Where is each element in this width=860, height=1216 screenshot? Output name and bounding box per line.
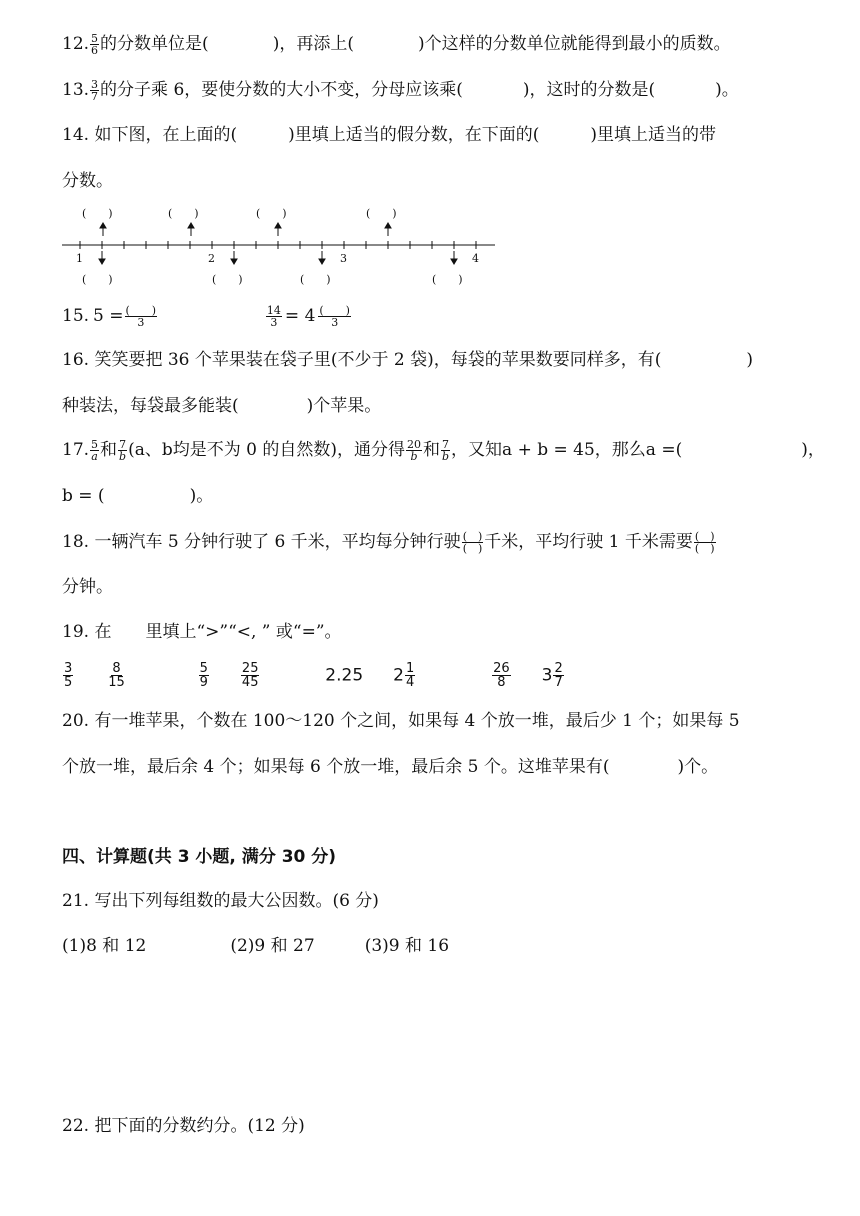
fraction: $\frac{5}{6}$ xyxy=(91,32,99,57)
lower-blank[interactable]: ( ) xyxy=(300,273,331,286)
item: (2)9 和 27 xyxy=(230,936,315,956)
lower-blank[interactable]: ( ) xyxy=(82,273,113,286)
question-17-line2: b = ( )。 xyxy=(62,486,214,506)
fraction: $\frac{3}{7}$ xyxy=(91,78,99,103)
number-line-figure xyxy=(60,200,500,292)
question-15: 15. 5 = $\frac{( )}{3}$ $\frac{14}{3}$ = 4 $\frac{( )}{3}$ xyxy=(62,304,350,329)
item: (1)8 和 12 xyxy=(62,936,147,956)
upper-blank[interactable]: ( ) xyxy=(366,207,397,220)
upper-blank[interactable]: ( ) xyxy=(256,207,287,220)
question-14-line1: 14. 如下图，在上面的( )里填上适当的假分数，在下面的( )里填上适当的带 xyxy=(62,125,716,145)
question-18-line2: 分钟。 xyxy=(62,577,113,597)
question-16-line2: 种装法，每袋最多能装( )个苹果。 xyxy=(62,396,382,416)
question-21-items xyxy=(62,934,449,958)
lower-blank[interactable]: ( ) xyxy=(212,273,243,286)
section-title: 四、计算题(共 3 小题, 满分 30 分) xyxy=(62,847,337,867)
question-16-line1: 16. 笑笑要把 36 个苹果装在袋子里(不少于 2 袋)，每袋的苹果数要同样多，有( ) xyxy=(62,350,754,370)
question-20-line1: 20. 有一堆苹果，个数在 100～120 个之间，如果每 4 个放一堆，最后少 1 个；如果每 5 xyxy=(62,711,740,731)
question-22-title: 22. 把下面的分数约分。(12 分) xyxy=(62,1116,305,1136)
down-arrows xyxy=(99,251,457,264)
question-12: 12. $\frac{5}{6}$ 的分数单位是( )，再添上( )个这样的分数单位就能得到最小的质数。 xyxy=(62,32,731,57)
tick-label: 1 xyxy=(76,252,83,265)
fraction-blank[interactable]: $\frac{( )}{3}$ xyxy=(319,304,350,329)
tick-label: 3 xyxy=(340,252,347,265)
question-21-title: 21. 写出下列每组数的最大公因数。(6 分) xyxy=(62,891,379,911)
question-13: 13. $\frac{3}{7}$ 的分子乘 6，要使分数的大小不变，分母应该乘( )，这时的分数是( )。 xyxy=(62,78,739,103)
fraction-blank[interactable]: $\frac{( )}{( )}$ xyxy=(462,530,483,555)
up-arrows xyxy=(100,223,391,236)
lower-blank[interactable]: ( ) xyxy=(432,273,463,286)
fraction: $\frac{14}{3}$ xyxy=(266,304,281,329)
upper-blank[interactable]: ( ) xyxy=(82,207,113,220)
question-19-comparisons: $\frac{3}{5}$ $\frac{8}{15}$ $\frac{5}{9}$ $\frac{25}{45}$ 2.25 2 $\frac{1}{4}$ $\frac{26}{8}$ 3 $\frac{2}{7}$ xyxy=(64,661,563,690)
question-number: 12. xyxy=(62,34,90,54)
tick-label: 4 xyxy=(472,252,479,265)
question-17: 17. $\frac{5}{a}$ 和 $\frac{7}{b}$ (a、b均是不为 0 的自然数)，通分得 $\frac{20}{b}$ 和 $\frac{7}{b}$ ，又知a + b = 45，那么a =( )， xyxy=(62,438,825,463)
tick-label: 2 xyxy=(208,252,215,265)
fraction-blank[interactable]: $\frac{( )}{3}$ xyxy=(125,304,157,329)
fraction-blank[interactable]: $\frac{( )}{( )}$ xyxy=(694,530,715,555)
question-18: 18. 一辆汽车 5 分钟行驶了 6 千米，平均每分钟行驶 $\frac{( )}{( )}$ 千米，平均行驶 1 千米需要 $\frac{( )}{( )}$ xyxy=(62,530,715,555)
item: (3)9 和 16 xyxy=(364,936,450,956)
question-14-line2: 分数。 xyxy=(62,171,113,191)
question-19: 19. 在 里填上“>”“<, ” 或“=”。 xyxy=(62,622,342,642)
question-20-line2: 个放一堆，最后余 4 个；如果每 6 个放一堆，最后余 5 个。这堆苹果有( )个。 xyxy=(62,757,719,777)
upper-blank[interactable]: ( ) xyxy=(168,207,199,220)
